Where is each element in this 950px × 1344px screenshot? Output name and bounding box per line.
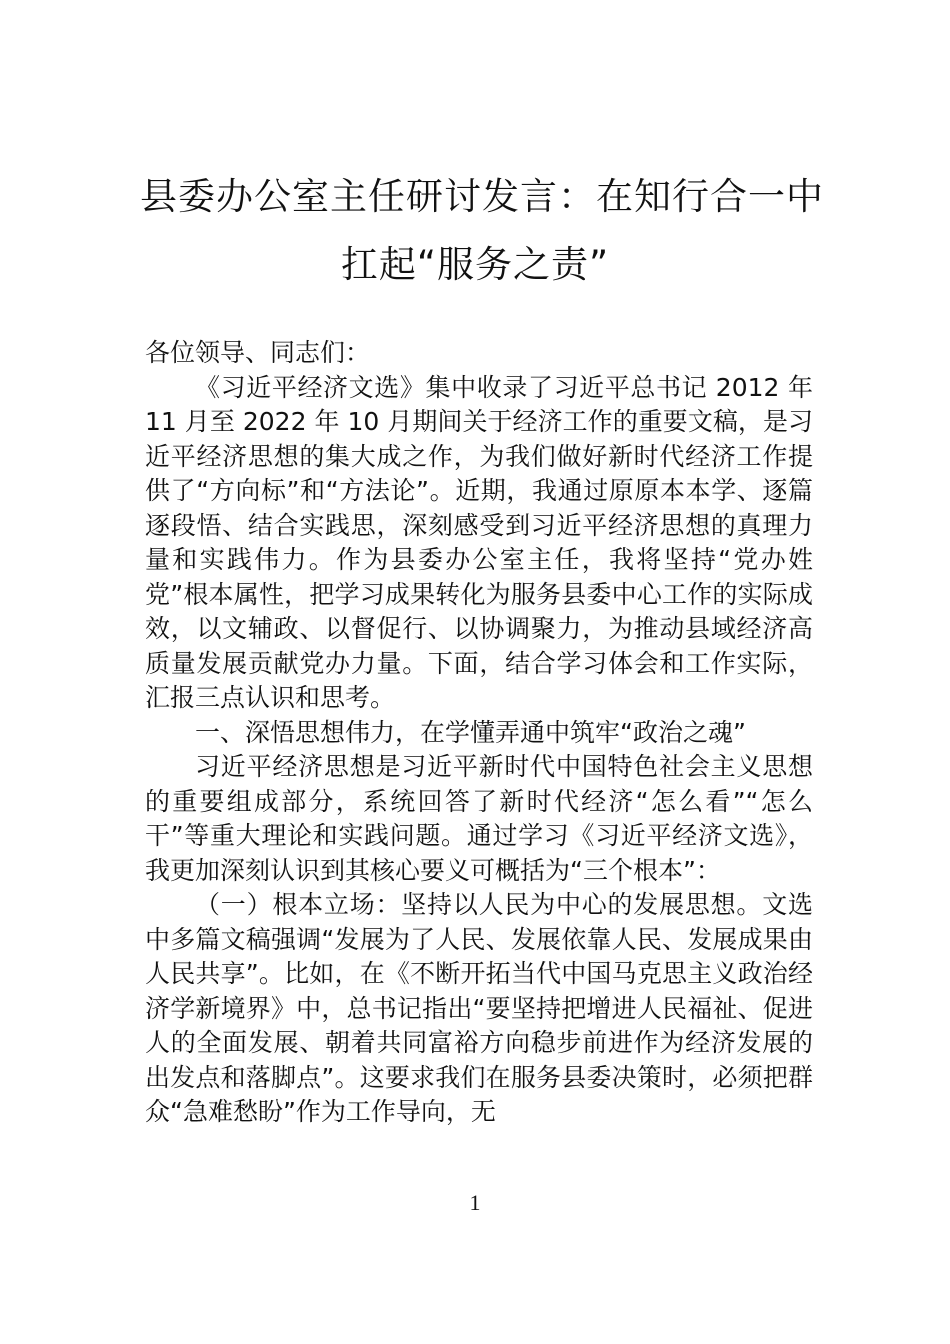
subsection-1-paragraph: （一）根本立场：坚持以人民为中心的发展思想。文选中多篇文稿强调“发展为了人民、发展依靠人民、发展成果由人民共享”。比如，在《不断开拓当代中国马克思主义政治经济学新境界》中，总书记指出“要坚持把增进人民福祉、促进人的全面发展、朝着共同富裕方向稳步前进作为经济发展的出发点和落脚点”。这要求我们在服务县委决策时，必须把群众“急难愁盼”作为工作导向，无 — [145, 890, 813, 1126]
page-number: 1 — [469, 1190, 481, 1215]
document-body — [145, 336, 813, 1130]
document-title-line-2: 扛起“服务之责” — [340, 243, 610, 286]
salutation: 各位领导、同志们： — [145, 338, 371, 367]
document-title-line-1: 县委办公室主任研讨发言：在知行合一中 — [140, 175, 824, 218]
section-heading-1: 一、深悟思想伟力，在学懂弄通中筑牢“政治之魂” — [195, 717, 746, 747]
section-1-paragraph: 习近平经济思想是习近平新时代中国特色社会主义思想的重要组成部分，系统回答了新时代经济“怎么看”“怎么干”等重大理论和实践问题。通过学习《习近平经济文选》，我更加深刻认识到其核心要义可概括为“三个根本”： — [145, 752, 813, 885]
intro-paragraph: 《习近平经济文选》集中收录了习近平总书记 2012 年 11 月至 2022 年 10 月期间关于经济工作的重要文稿，是习近平经济思想的集大成之作，为我们做好新时代经济工作提供了“方向标”和“方法论”。近期，我通过原原本本学、逐篇逐段悟、结合实践思，深刻感受到习近平经济思想的真理力量和实践伟力。作为县委办公室主任，我将坚持“党办姓党”根本属性，把学习成果转化为服务县委中心工作的实际成效，以文辅政、以督促行、以协调聚力，为推动县域经济高质量发展贡献党办力量。下面，结合学习体会和工作实际，汇报三点认识和思考。 — [145, 372, 813, 712]
